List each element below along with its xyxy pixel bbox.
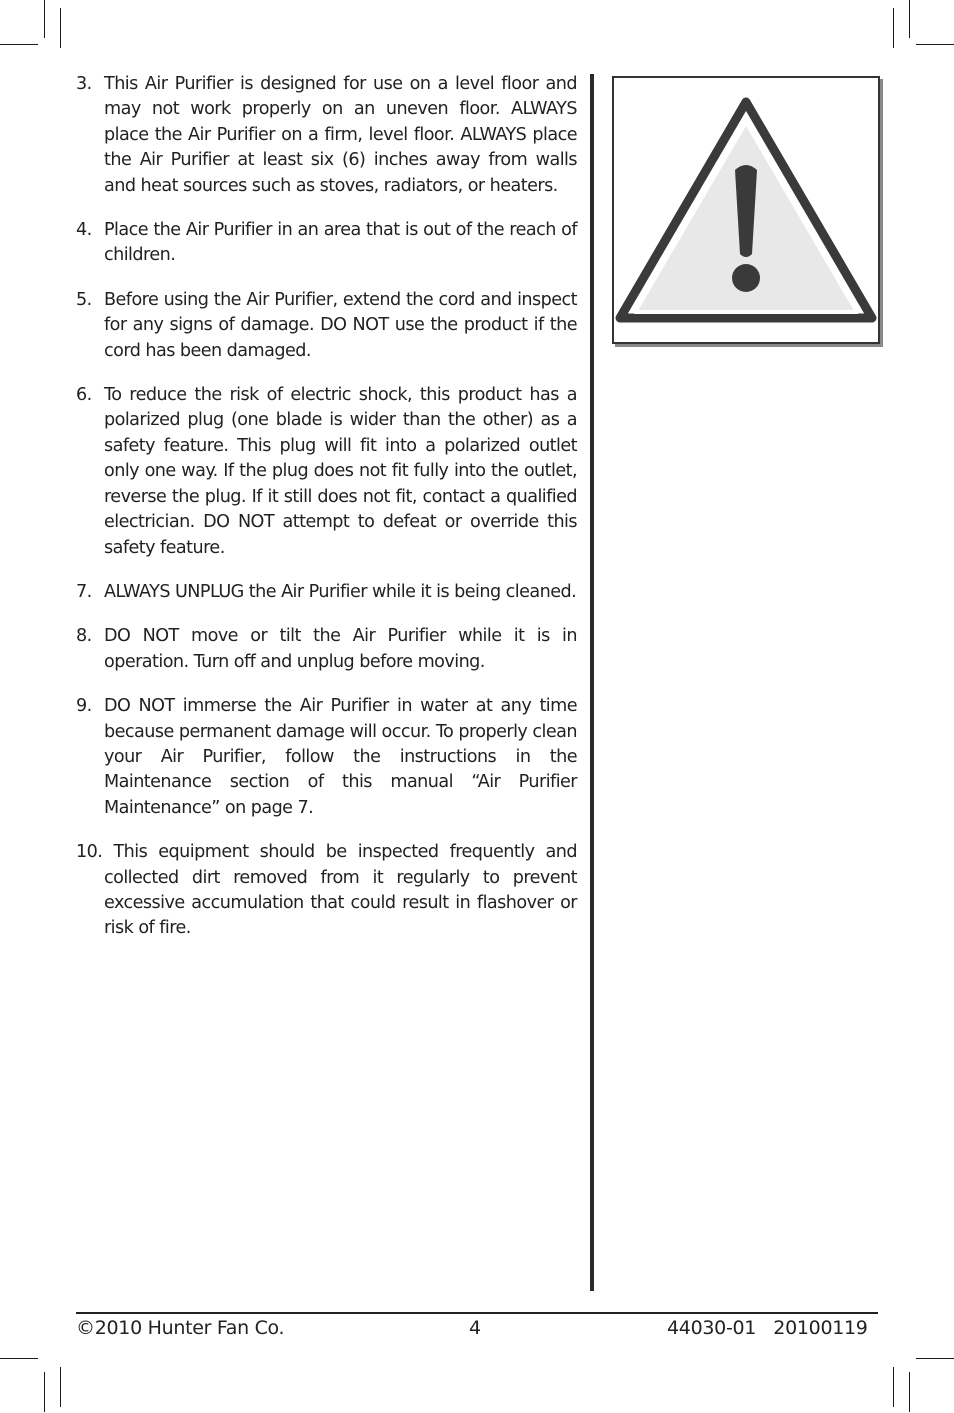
item-text: DO NOT immerse the Air Purifier in water at any time because permanent damage will occur. To properly clean your Air Purifier, follow the instructions in the Maintenance section of this manual “Air Purifier Maintenance” on page 7. [104,696,577,818]
item-text: ALWAYS UNPLUG the Air Purifier while it is being cleaned. [104,581,577,602]
item-text: This Air Purifier is designed for use on a level floor and may not work properly on an uneven floor. ALWAYS place the Air Purifier on a firm, level floor. ALWAYS place the Air Purifier at least six (6) inches away from walls and heat sources such as stoves, radiators, or heaters. [104,74,577,196]
crop-mark [909,1372,910,1412]
list-item [76,624,577,675]
item-number: 5. [76,289,92,310]
copyright-text: ©2010 Hunter Fan Co. [76,1317,285,1339]
safety-instructions-list [76,72,577,961]
list-item [76,288,577,364]
crop-mark [60,8,61,48]
item-number: 10. [76,842,103,863]
exclamation-warning-triangle-icon [614,78,878,342]
list-item [76,580,577,605]
page-number: 4 [469,1317,481,1339]
item-text: Place the Air Purifier in an area that is out of the reach of children. [104,220,577,266]
item-number: 6. [76,385,92,406]
crop-mark [909,0,910,38]
crop-mark [44,0,45,38]
footer-rule [76,1312,878,1314]
item-text: DO NOT move or tilt the Air Purifier while it is in operation. Turn off and unplug before moving. [104,626,577,672]
item-number: 8. [76,626,92,647]
crop-mark [60,1367,61,1407]
column-divider [590,74,594,1291]
crop-mark [0,1358,38,1359]
list-item [76,694,577,821]
item-text: This equipment should be inspected frequently and collected dirt removed from it regularly to prevent excessive accumulation that could result in flashover or risk of fire. [104,842,577,939]
crop-mark [893,1367,894,1407]
list-item [76,383,577,561]
item-text: Before using the Air Purifier, extend the cord and inspect for any signs of damage. DO NOT use the product if the cord has been damaged. [104,289,577,361]
item-number: 7. [76,581,92,602]
item-text: To reduce the risk of electric shock, this product has a polarized plug (one blade is wider than the other) as a safety feature. This plug will fit into a polarized outlet only one way. If the plug does not fit fully into the outlet, reverse the plug. If it still does not fit, contact a qualified electrician. DO NOT attempt to defeat or override this safety feature. [104,385,577,558]
list-item [76,72,577,199]
crop-mark [44,1372,45,1412]
list-item [76,840,577,942]
list-item [76,218,577,269]
crop-mark [0,44,38,45]
document-code: 44030-01 20100119 [667,1317,868,1339]
crop-mark [916,1358,954,1359]
warning-icon-frame [612,76,880,344]
item-number: 9. [76,696,92,717]
item-number: 3. [76,74,92,94]
item-number: 4. [76,220,92,241]
crop-mark [916,44,954,45]
crop-mark [893,8,894,48]
